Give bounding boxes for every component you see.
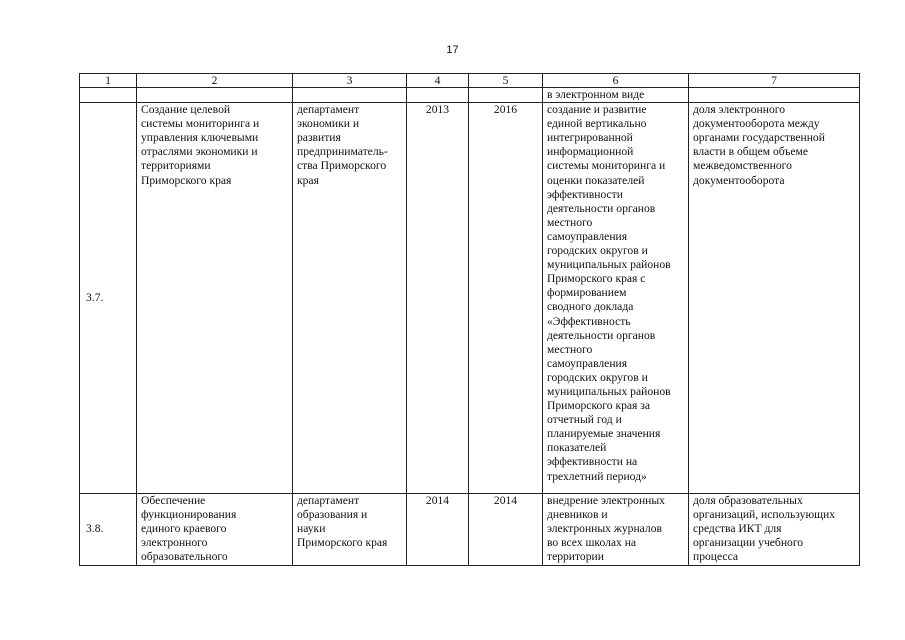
cell-line: интегрированной [547,131,633,145]
cell-line: экономики и [297,117,360,131]
cell-line: организации учебного [693,536,804,550]
indicator [689,103,860,494]
empty-cell [293,88,407,103]
header-cell: 5 [469,74,543,88]
cell-line: Приморского края [297,536,388,550]
cell-line: Обеспечение [141,494,206,508]
cell-line: функционирования [141,508,237,522]
cell-line: местного [547,215,593,229]
cell-line: развития [297,131,341,145]
header-cell: 6 [543,74,689,88]
expected-result [543,103,689,494]
cell-line: системы мониторинга и [141,117,260,131]
cell-line: межведомственного [693,159,792,173]
cell-line: муниципальных районов [547,384,671,398]
cell-line: территории [547,550,604,564]
cell-line: средства ИКТ для [693,522,782,536]
cell-line: Приморского края [141,173,232,187]
cell-line: местного [547,342,593,356]
cell-line: формированием [547,286,627,300]
cell-line: территориями [141,159,211,173]
executor [293,103,407,494]
cell-line: самоуправления [547,229,628,243]
cell-line: планируемые значения [547,427,661,441]
empty-cell [469,88,543,103]
cell-line: эффективности [547,187,623,201]
cell-line: предприниматель- [297,145,388,159]
header-cell: 2 [137,74,293,88]
cell-line: внедрение электронных [547,494,665,508]
cell-line: системы мониторинга и [547,159,666,173]
cell-line: единого краевого [141,522,227,536]
empty-cell [689,88,860,103]
cell-line: организаций, использующих [693,508,836,522]
cell-line: отраслями экономики и [141,145,258,159]
start-year: 2013 [407,103,469,494]
cell-line: образовательного [141,550,228,564]
cell-line: Приморского края за [547,399,650,413]
cell-line: деятельности органов [547,328,656,342]
page-number: 17 [446,44,459,56]
measure-name [137,494,293,565]
item-number: 3.8. [80,494,137,565]
start-year: 2014 [407,494,469,565]
empty-cell [407,88,469,103]
expected-result [543,494,689,565]
empty-cell [137,88,293,103]
cell-line: во всех школах на [547,536,637,550]
continuation-text: в электронном виде [543,88,689,103]
header-cell: 3 [293,74,407,88]
cell-line: эффективности на [547,455,638,469]
cell-line: создание и развитие [547,103,647,117]
continuation-row [80,88,860,103]
end-year: 2016 [469,103,543,494]
cell-line: городских округов и [547,244,648,258]
end-year: 2014 [469,494,543,565]
cell-line: трехлетний период» [547,469,647,483]
measure-name [137,103,293,494]
cell-line: информационной [547,145,634,159]
indicator [689,494,860,565]
cell-line: доля электронного [693,103,786,117]
cell-line: «Эффективность [547,314,631,328]
cell-line: науки [297,522,326,536]
cell-line: деятельности органов [547,201,656,215]
header-cell: 7 [689,74,860,88]
cell-line: ства Приморского [297,159,387,173]
cell-line: электронных журналов [547,522,662,536]
header-cell: 4 [407,74,469,88]
cell-line: власти в общем объеме [693,145,808,159]
cell-line: управления ключевыми [141,131,259,145]
cell-line: самоуправления [547,356,628,370]
program-table [79,73,860,566]
cell-line: департамент [297,494,360,508]
cell-line: доля образовательных [693,494,803,508]
cell-line: процесса [693,550,739,564]
cell-line: Создание целевой [141,103,231,117]
cell-line: муниципальных районов [547,258,671,272]
cell-line: отчетный год и [547,413,622,427]
cell-line: электронного [141,536,208,550]
cell-line: Приморского края с [547,272,646,286]
cell-line: показателей [547,441,607,455]
cell-line: единой вертикально [547,117,647,131]
executor [293,494,407,565]
cell-line: края [297,173,319,187]
cell-line: органами государственной [693,131,825,145]
cell-line: городских округов и [547,370,648,384]
cell-line: образования и [297,508,368,522]
cell-line: документооборота [693,173,785,187]
cell-line: дневников и [547,508,608,522]
cell-line: оценки показателей [547,173,645,187]
cell-line: документооборота между [693,117,820,131]
table-header-row [80,74,860,88]
cell-line: департамент [297,103,360,117]
table-row [80,103,860,494]
table-row [80,494,860,565]
header-cell: 1 [80,74,137,88]
cell-line: сводного доклада [547,300,634,314]
item-number: 3.7. [80,103,137,494]
empty-cell [80,88,137,103]
